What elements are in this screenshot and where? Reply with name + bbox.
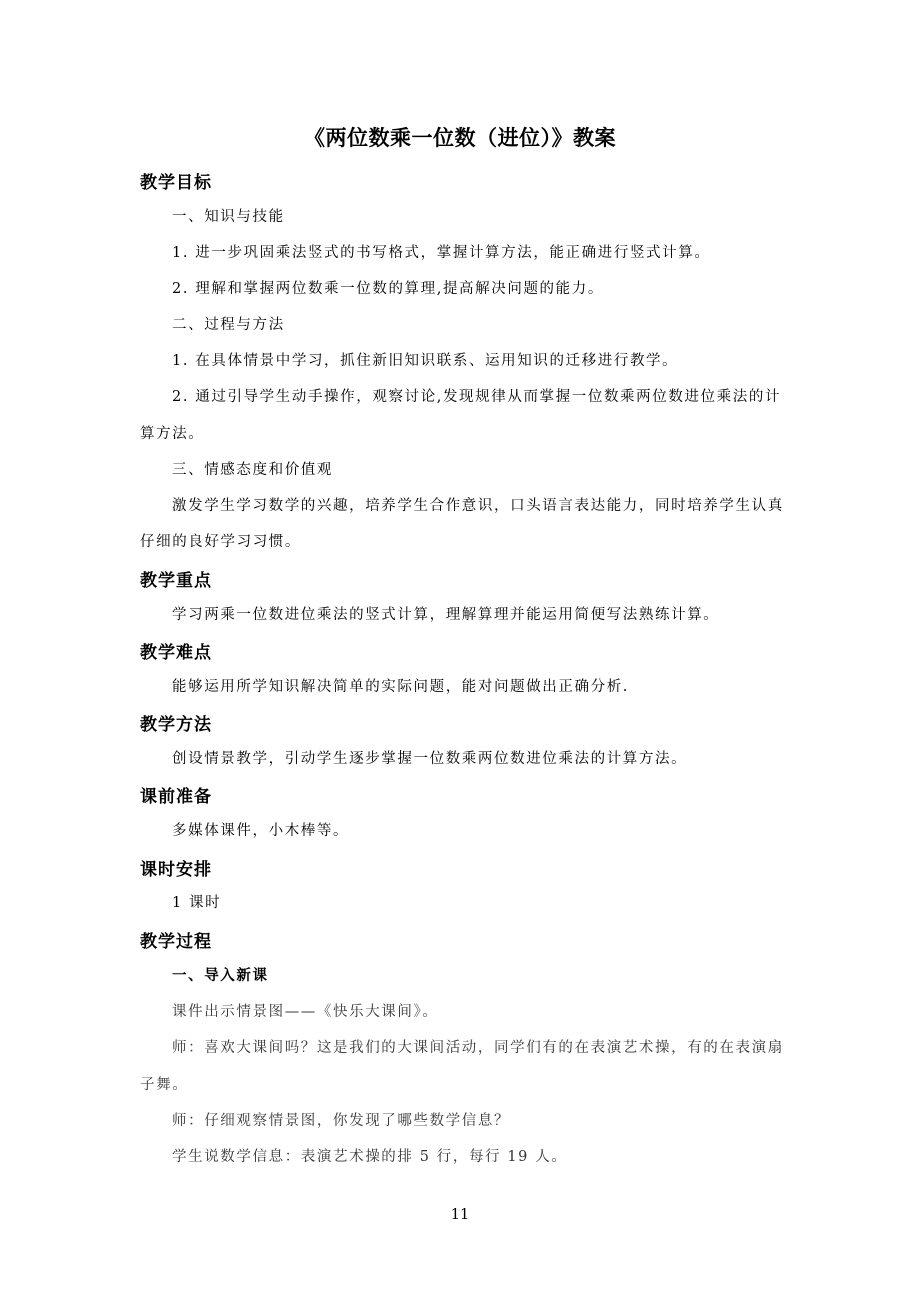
process-line-3: 师：仔细观察情景图，你发现了哪些数学信息？ — [172, 1113, 511, 1129]
goal-item-3-line2: 仔细的良好学习习惯。 — [140, 534, 301, 550]
subheading-process-methods: 二、过程与方法 — [172, 317, 285, 333]
key-points-text: 学习两乘一位数进位乘法的竖式计算，理解算理并能运用简便写法熟练计算。 — [172, 607, 720, 623]
heading-difficulties: 教学难点 — [140, 643, 212, 663]
subheading-introduction: 一、导入新课 — [172, 967, 269, 984]
subheading-knowledge-skills: 一、知识与技能 — [172, 209, 285, 225]
methods-text: 创设情景教学，引动学生逐步掌握一位数乘两位数进位乘法的计算方法。 — [172, 751, 688, 767]
document-title: 《两位数乘一位数（进位）》教案 — [304, 125, 616, 150]
schedule-text: 1 课时 — [172, 895, 222, 911]
process-line-1: 课件出示情景图——《快乐大课间》。 — [172, 1004, 439, 1020]
goal-item-2-2-line2: 算方法。 — [140, 426, 205, 442]
heading-teaching-goals: 教学目标 — [140, 173, 212, 193]
goal-item-2-2-line1: 2. 通过引导学生动手操作，观察讨论,发现规律从而掌握一位数乘两位数进位乘法的计 — [172, 389, 782, 405]
goal-item-1-1: 1. 进一步巩固乘法竖式的书写格式，掌握计算方法，能正确进行竖式计算。 — [172, 245, 711, 261]
goal-item-1-2: 2. 理解和掌握两位数乘一位数的算理,提高解决问题的能力。 — [172, 281, 604, 297]
heading-teaching-process: 教学过程 — [140, 932, 212, 952]
heading-schedule: 课时安排 — [140, 860, 212, 880]
page-number: 11 — [450, 1207, 470, 1223]
goal-item-3-line1: 激发学生学习数学的兴趣，培养学生合作意识，口头语言表达能力，同时培养学生认真 — [172, 498, 784, 514]
heading-key-points: 教学重点 — [140, 571, 212, 591]
process-line-4: 学生说数学信息：表演艺术操的排 5 行，每行 19 人。 — [172, 1149, 568, 1165]
process-line-2a: 师：喜欢大课间吗？这是我们的大课间活动，同学们有的在表演艺术操，有的在表演扇 — [172, 1040, 784, 1056]
subheading-emotion-values: 三、情感态度和价值观 — [172, 462, 333, 478]
goal-item-2-1: 1. 在具体情景中学习，抓住新旧知识联系、运用知识的迁移进行教学。 — [172, 353, 679, 369]
heading-preparation: 课前准备 — [140, 787, 212, 807]
heading-methods: 教学方法 — [140, 715, 212, 735]
process-line-2b: 子舞。 — [140, 1077, 189, 1093]
difficulties-text: 能够运用所学知识解决简单的实际问题，能对问题做出正确分析. — [172, 679, 630, 695]
preparation-text: 多媒体课件，小木棒等。 — [172, 823, 350, 839]
